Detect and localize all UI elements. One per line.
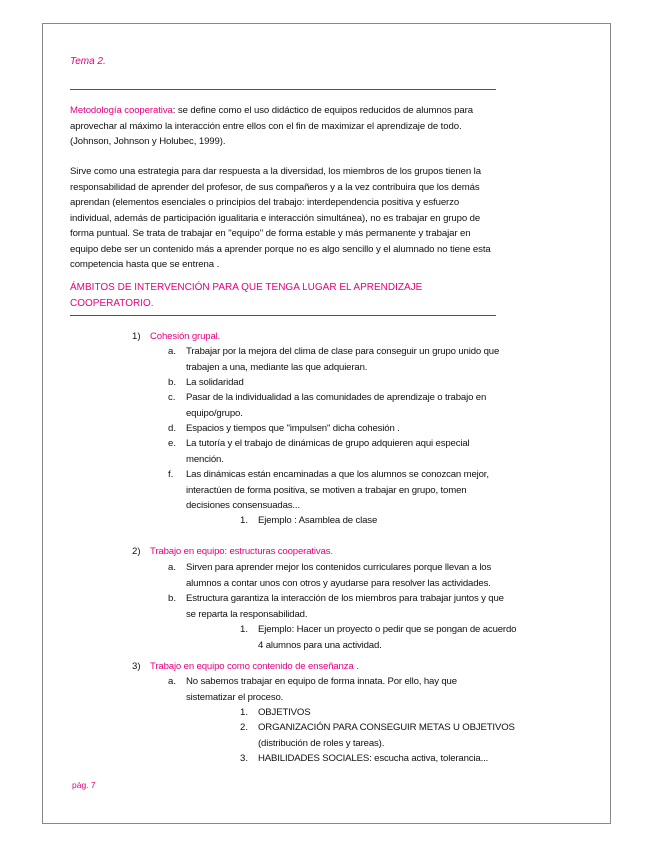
list-item-text: sistematizar el proceso. (186, 691, 284, 703)
list-item-text: decisiones consensuadas... (186, 500, 300, 511)
intro-term: Metodología cooperativa (70, 105, 173, 116)
list-item-marker: c. (168, 392, 176, 403)
list-item-marker: a. (168, 562, 177, 573)
paragraph-2: Sirve como una estrategia para dar respuesta a la diversidad, los miembros de los grupos tienen la responsabilidad de aprender del profesor, de sus compañeros y a la vez contribuira que los demás aprendan (elementos esenciales o principios del trabajo: interdependencia positiva y esfuerzo individual, además de participación igualitaria e interacción simultánea), no es trabajar en grupo de forma puntual. Se trata de trabajar en "equipo" de forma estable y más permanente y trabajar en equipo debe ser un contenido más a aprender porque no es algo sencillo y el alumnado no tiene esta competencia hasta que se entrena . (70, 166, 491, 270)
page-number: pág. 7 (72, 780, 96, 790)
sub-item-marker: 1. (240, 515, 249, 526)
list-item-marker: e. (168, 438, 177, 449)
list-item-marker: b. (168, 377, 177, 388)
list-item-text: Trabajar por la mejora del clima de clase para conseguir un grupo unido que (186, 346, 500, 357)
list-item-marker: f. (168, 469, 174, 480)
list-item-marker: b. (168, 593, 177, 604)
list-item-text: Espacios y tiempos que "impulsen" dicha cohesión . (186, 423, 400, 434)
sub-item-marker: 2. (240, 722, 249, 733)
section-title: Cohesión grupal. (150, 331, 221, 342)
sub-item-text: ORGANIZACIÓN PARA CONSEGUIR METAS U OBJETIVOS (258, 722, 515, 733)
sub-item-text: HABILIDADES SOCIALES: escucha activa, tolerancia... (258, 753, 489, 764)
sub-item-marker: 3. (240, 753, 249, 764)
list-item-text: alumnos a contar unos con otros y ayudarse para resolver las actividades. (186, 577, 491, 589)
section-marker: 3) (132, 661, 141, 672)
list-item-text: Pasar de la individualidad a las comunidades de aprendizaje o trabajo en (186, 392, 487, 403)
title-rule (70, 89, 496, 90)
sub-item-text: Ejemplo : Asamblea de clase (258, 515, 378, 526)
sub-item-text: Ejemplo: Hacer un proyecto o pedir que se pongan de acuerdo (258, 624, 517, 635)
list-item-text: trabajen a una, mediante las que adquieran. (186, 361, 368, 373)
list-item-text: equipo/grupo. (186, 407, 243, 419)
section-marker: 1) (132, 331, 141, 342)
list-item-text: La solidaridad (186, 377, 244, 388)
list-item-marker: a. (168, 346, 177, 357)
intro-definition: : se define como el uso didáctico de equipos reducidos de alumnos para aprovechar al máximo la interacción entre ellos con el fin de maximizar el aprendizaje de todo. (Johnson, Johnson y Holubec, 1999). (70, 105, 473, 147)
ambitos-heading: ÁMBITOS DE INTERVENCIÓN PARA QUE TENGA LUGAR EL APRENDIZAJE COOPERATORIO. (70, 282, 423, 309)
list-item-marker: a. (168, 676, 177, 687)
section-marker: 2) (132, 546, 141, 557)
sub-item-marker: 1. (240, 624, 249, 635)
ambitos-rule (70, 315, 496, 316)
section-title: Trabajo en equipo como contenido de enseñanza . (150, 661, 359, 672)
list-item-text: La tutoría y el trabajo de dinámicas de grupo adquieren aqui especial (186, 438, 470, 449)
list-item-text: Estructura garantiza la interacción de los miembros para trabajar juntos y que (186, 593, 504, 604)
intro-paragraph (70, 103, 500, 150)
sub-item-text: (distribución de roles y tareas). (258, 737, 385, 749)
list-item-marker: d. (168, 423, 177, 434)
list-item-text: Las dinámicas están encaminadas a que los alumnos se conozcan mejor, (186, 469, 489, 480)
list-item-text: mención. (186, 453, 224, 465)
sub-item-text: OBJETIVOS (258, 707, 311, 718)
sub-item-text: 4 alumnos para una actividad. (258, 639, 382, 651)
list-item-text: se reparta la responsabilidad. (186, 608, 308, 620)
list-item-text: interactúen de forma positiva, se motiven a trabajar en grupo, tomen (186, 484, 467, 496)
topic-title: Tema 2. (70, 56, 106, 67)
list-item-text: Sirven para aprender mejor los contenidos curriculares porque llevan a los (186, 562, 492, 573)
list-item-text: No sabemos trabajar en equipo de forma innata. Por ello, hay que (186, 676, 457, 687)
section-title: Trabajo en equipo: estructuras cooperativas. (150, 546, 333, 557)
sub-item-marker: 1. (240, 707, 249, 718)
